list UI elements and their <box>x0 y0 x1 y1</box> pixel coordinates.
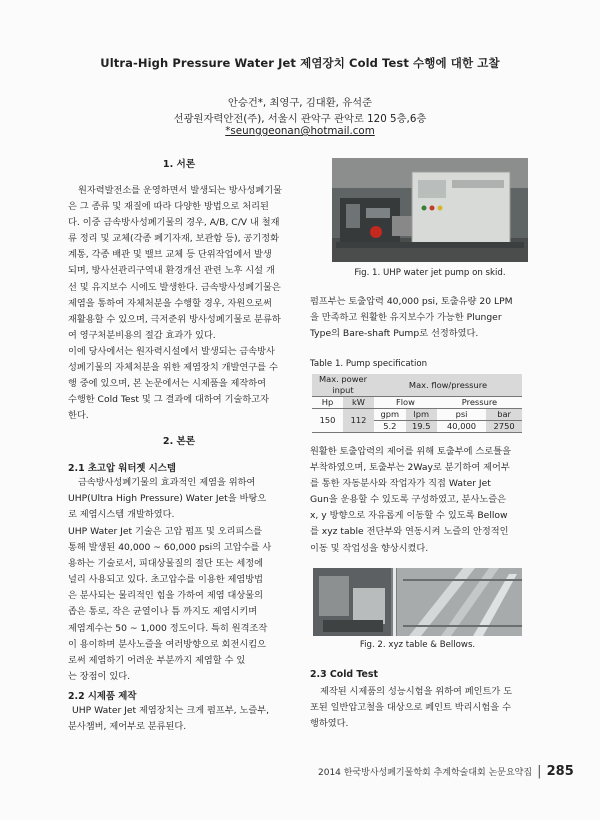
table-header-hp: Hp <box>312 397 343 409</box>
subsection-heading-2-1: 2.1 초고압 워터젯 시스템 <box>68 463 176 474</box>
paper-title: Ultra-High Pressure Water Jet 제염장치 Cold Test 수행에 대한 고찰 <box>100 56 500 70</box>
footer-separator: | <box>537 764 542 779</box>
section-heading-introduction: 1. 서론 <box>162 159 196 170</box>
text-line: 류 정리 및 교체(각종 폐기자재, 보관함 등), 공기정화 <box>68 233 279 245</box>
text-line: 행하였다. <box>310 718 349 730</box>
text-line: 펌프부는 토출압력 40,000 psi, 토출유량 20 LPM <box>310 296 513 307</box>
section-2-3-paragraph <box>310 684 528 732</box>
text-line: Type의 Bare-shaft Pump로 선정하였다. <box>310 328 479 340</box>
subsection-heading-2-2: 2.2 시제품 제작 <box>68 691 137 702</box>
text-line: 널리 사용되고 있다. 초고압수를 이용한 제염방법 <box>68 574 264 586</box>
text-line: 제염계수는 50 ~ 1,000 정도이다. 특히 원격조작 <box>68 622 268 634</box>
text-line: 은 그 종류 및 재질에 따라 다양한 방법으로 처리된 <box>68 201 269 213</box>
pump-paragraph <box>310 294 528 342</box>
section-2-2-paragraph <box>68 703 290 735</box>
text-line: x, y 방향으로 자유롭게 이동할 수 있도록 Bellow <box>310 510 508 522</box>
section-2-1-paragraph-2 <box>68 524 290 685</box>
affiliation: 선광원자력안전(주), 서울시 관악구 관악로 120 5층,6층 <box>173 113 427 125</box>
table-header-pressure: Pressure <box>437 397 522 409</box>
text-line: 를 통한 자동분사와 작업자가 직접 Water Jet <box>310 478 491 490</box>
table-unit-lpm: lpm <box>406 409 437 421</box>
text-line: 금속방사성폐기물의 효과적인 제염을 위하여 <box>78 477 256 488</box>
text-line: 제염을 통하여 자체처분을 수행할 경우, 자원으로써 <box>68 297 272 309</box>
text-line: 를 xyz table 전단부와 연동시켜 노즐의 안정적인 <box>310 526 509 538</box>
nozzle-paragraph <box>310 444 528 557</box>
table-1-caption: Table 1. Pump specification <box>310 359 428 369</box>
table-unit-bar: bar <box>486 409 522 421</box>
text-line: 되며, 방사선관리구역내 환경개선 관련 노후 시설 개 <box>68 265 275 277</box>
text-line: 선 및 유지보수 시에도 발생한다. 금속방사성폐기물은 <box>68 281 281 293</box>
figure-2-xyz-table-photo <box>313 568 522 636</box>
text-line: 여 영구처분비용의 절감 효과가 있다. <box>68 329 216 341</box>
page-number: 285 <box>546 764 574 779</box>
text-line: 원자력발전소를 운영하면서 발생되는 방사성폐기물 <box>78 185 283 196</box>
text-line: 다. 이중 금속방사성폐기물의 경우, A/B, C/V 내 철재 <box>68 217 280 229</box>
text-line: 분사챔버, 제어부로 분류된다. <box>68 721 187 733</box>
section-2-1-paragraph-1 <box>68 475 290 523</box>
text-line: 는 장점이 있다. <box>68 670 131 682</box>
figure-2-caption: Fig. 2. xyz table & Bellows. <box>359 640 476 650</box>
table-cell-lpm: 19.5 <box>406 421 437 433</box>
text-line: 이 용이하며 분사노즐을 여러방향으로 회전시킴으 <box>68 638 267 650</box>
text-line: 행 중에 있으며, 본 논문에서는 시제품을 제작하여 <box>68 378 266 390</box>
text-line: 은 분사되는 물리적인 힘을 가하여 제염 대상물의 <box>68 590 264 602</box>
text-line: UHP Water Jet 기술은 고압 펌프 및 오리피스를 <box>68 526 263 537</box>
text-line: 을 만족하고 원활한 유지보수가 가능한 Plunger <box>310 312 502 324</box>
table-header-flow: Flow <box>374 397 437 409</box>
text-line: 포된 일반압고철을 대상으로 페인트 박리시험을 수 <box>310 702 511 714</box>
table-cell-hp: 150 <box>312 409 343 433</box>
text-line: 재활용할 수 있으며, 극저준위 방사성폐기물로 분류하 <box>68 313 281 325</box>
intro-paragraph-2 <box>68 344 290 424</box>
footer-text: 2014 한국방사성폐기물학회 추계학술대회 논문요약집 <box>318 768 533 778</box>
table-cell-kw: 112 <box>343 409 374 433</box>
text-line: 원활한 토출압력의 제어를 위해 토출부에 스로틀을 <box>310 446 511 457</box>
text-line: 용하는 기술로서, 피대상물질의 절단 또는 세정에 <box>68 558 264 570</box>
text-line: 수행한 Cold Test 및 그 결과에 대하여 기술하고자 <box>68 394 269 406</box>
text-line: UHP Water Jet 제염장치는 크게 펌프부, 노즐부, <box>72 705 270 716</box>
text-line: UHP(Ultra High Pressure) Water Jet을 바탕으 <box>68 493 267 505</box>
text-line: 부착하였으며, 토출부는 2Way로 분기하여 제어부 <box>310 462 510 474</box>
text-line: 제작된 시제품의 성능시험을 위하여 페인트가 도 <box>320 686 513 697</box>
text-line: 성폐기물의 자체처분을 위한 제염장치 개발연구를 수 <box>68 362 278 374</box>
table-cell-bar: 2750 <box>486 421 522 433</box>
table-header-flow-pressure: Max. flow/pressure <box>374 374 522 397</box>
table-cell-gpm: 5.2 <box>374 421 406 433</box>
text-line: 로써 제염하기 어려운 부분까지 제염할 수 있 <box>68 654 246 666</box>
table-header-kw: kW <box>343 397 374 409</box>
text-line: 좁은 통로, 작은 균열이나 틈 까지도 제염시키며 <box>68 606 258 618</box>
page-footer <box>318 760 574 779</box>
subsection-heading-2-3: 2.3 Cold Test <box>310 669 378 680</box>
text-line: Gun을 운용할 수 있도록 구성하였고, 분사노즐은 <box>310 494 507 506</box>
intro-paragraph-1 <box>68 183 290 344</box>
text-line: 로 제염시스템 개발하였다. <box>68 509 175 521</box>
author-email: *seunggeonan@hotmail.com <box>225 125 375 137</box>
table-unit-psi: psi <box>437 409 486 421</box>
author-list: 안승건*, 최영구, 김대환, 유석준 <box>227 97 373 109</box>
text-line: 계통, 각종 배관 및 밸브 교체 등 단위작업에서 발생 <box>68 249 272 261</box>
section-heading-body: 2. 본론 <box>162 436 196 447</box>
table-header-power: Max. power input <box>312 374 374 397</box>
figure-1-pump-photo <box>332 158 528 262</box>
text-line: 이동 및 작업성을 향상시켰다. <box>310 542 429 554</box>
text-line: 통해 발생된 40,000 ~ 60,000 psi의 고압수를 사 <box>68 542 272 554</box>
text-line: 이에 당사에서는 원자력시설에서 발생되는 금속방사 <box>68 346 275 357</box>
table-cell-psi: 40,000 <box>437 421 486 433</box>
pump-spec-table <box>312 374 522 433</box>
table-unit-gpm: gpm <box>374 409 406 421</box>
text-line: 한다. <box>68 410 89 422</box>
figure-1-caption: Fig. 1. UHP water jet pump on skid. <box>354 268 506 278</box>
